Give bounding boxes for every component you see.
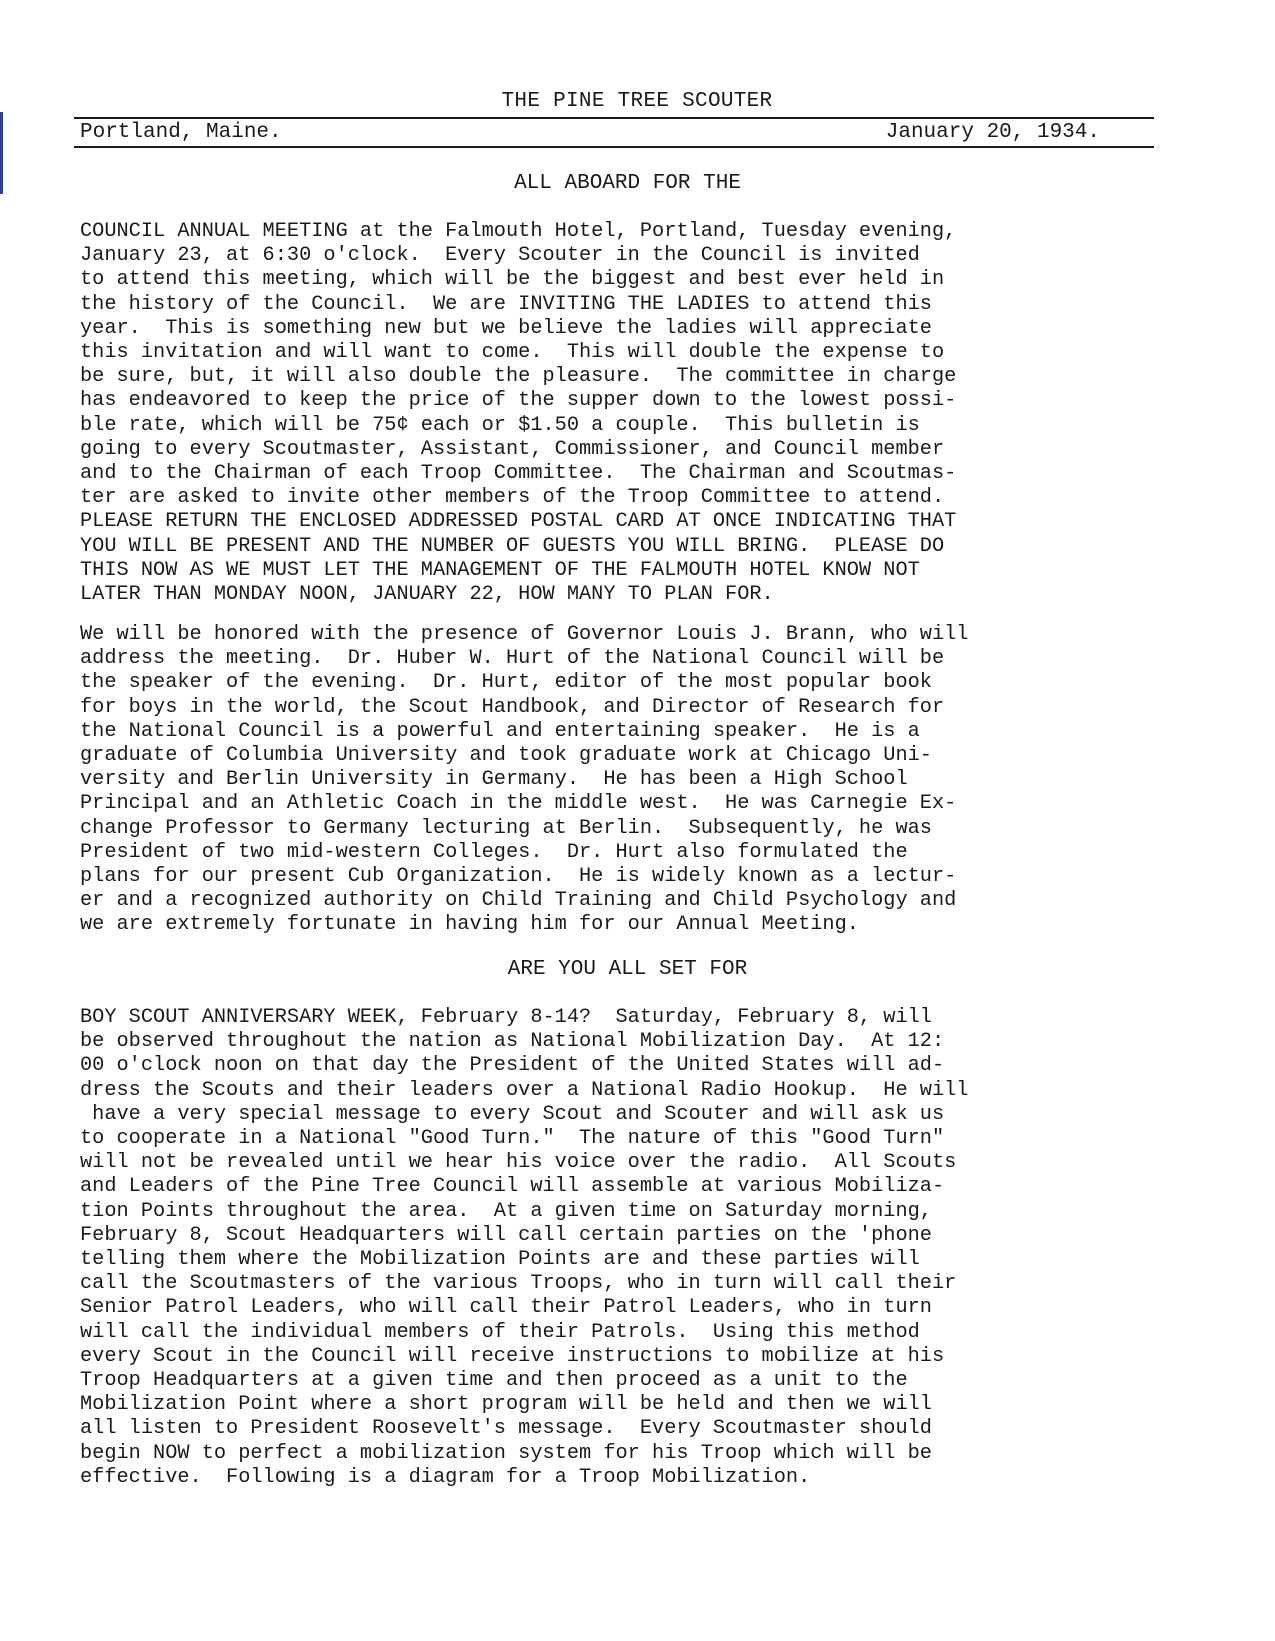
newsletter-title: THE PINE TREE SCOUTER (501, 90, 773, 113)
dateline-place: Portland, Maine. (80, 121, 282, 144)
masthead-top-rule (74, 117, 1154, 119)
dateline-date: January 20, 1934. (885, 121, 1100, 144)
speaker-paragraph: We will be honored with the presence of Governor Louis J. Brann, who will address the meeting. Dr. Huber W. Hurt of the National Council will be the speaker of the evening. Dr. Hurt, editor of the most popular book for boys in the world, the Scout Handbook, and Director of Research for the National Council is a powerful and entertaining speaker. He is a graduate of Columbia University and took graduate work at Chicago Uni- versity and Berlin University in Germany. He has been a High School Principal and an Athletic Coach in the middle west. He was Carnegie Ex- change Professor to Germany lecturing at Berlin. Subsequently, he was President of two mid-western Colleges. Dr. Hurt also formulated the plans for our present Cub Organization. He is widely known as a lectur- er and a recognized authority on Child Training and Child Psychology and we are extremely fortunate in having him for our Annual Meeting. (80, 623, 969, 937)
section-heading-annual-meeting: ALL ABOARD FOR THE (514, 172, 741, 195)
anniversary-week-paragraph: BOY SCOUT ANNIVERSARY WEEK, February 8-14? Saturday, February 8, will be observed throughout the nation as National Mobilization Day. At 12: 00 o'clock noon on that day the President of the United States will ad- dress the Scouts and their leaders over a National Radio Hookup. He will have a very special message to every Scout and Scouter and will ask us to cooperate in a National "Good Turn." The nature of this "Good Turn" will not be revealed until we hear his voice over the radio. All Scouts and Leaders of the Pine Tree Council will assemble at various Mobiliza- tion Points throughout the area. At a given time on Saturday morning, February 8, Scout Headquarters will call certain parties on the 'phone telling them where the Mobilization Points are and these parties will call the Scoutmasters of the various Troops, who in turn will call their Senior Patrol Leaders, who will call their Patrol Leaders, who in turn will call the individual members of their Patrols. Using this method every Scout in the Council will receive instructions to mobilize at his Troop Headquarters at a given time and then proceed as a unit to the Mobilization Point where a short program will be held and then we will all listen to President Roosevelt's message. Every Scoutmaster should begin NOW to perfect a mobilization system for his Troop which will be effective. Following is a diagram for a Troop Mobilization. (80, 1006, 969, 1489)
section-heading-anniversary-week: ARE YOU ALL SET FOR (507, 958, 748, 981)
dateline (80, 121, 1100, 144)
masthead-bottom-rule (74, 146, 1154, 148)
annual-meeting-paragraph: COUNCIL ANNUAL MEETING at the Falmouth Hotel, Portland, Tuesday evening, January 23, at 6:30 o'clock. Every Scouter in the Council is invited to attend this meeting, which will be the biggest and best ever held in the history of the Council. We are INVITING THE LADIES to attend this year. This is something new but we believe the ladies will appreciate this invitation and will want to come. This will double the expense to be sure, but, it will also double the pleasure. The committee in charge has endeavored to keep the price of the supper down to the lowest possi- ble rate, which will be 75¢ each or $1.50 a couple. This bulletin is going to every Scoutmaster, Assistant, Commissioner, and Council member and to the Chairman of each Troop Committee. The Chairman and Scoutmas- ter are asked to invite other members of the Troop Committee to attend. PLEASE RETURN THE ENCLOSED ADDRESSED POSTAL CARD AT ONCE INDICATING THAT YOU WILL BE PRESENT AND THE NUMBER OF GUESTS YOU WILL BRING. PLEASE DO THIS NOW AS WE MUST LET THE MANAGEMENT OF THE FALMOUTH HOTEL KNOW NOT LATER THAN MONDAY NOON, JANUARY 22, HOW MANY TO PLAN FOR. (80, 220, 957, 607)
